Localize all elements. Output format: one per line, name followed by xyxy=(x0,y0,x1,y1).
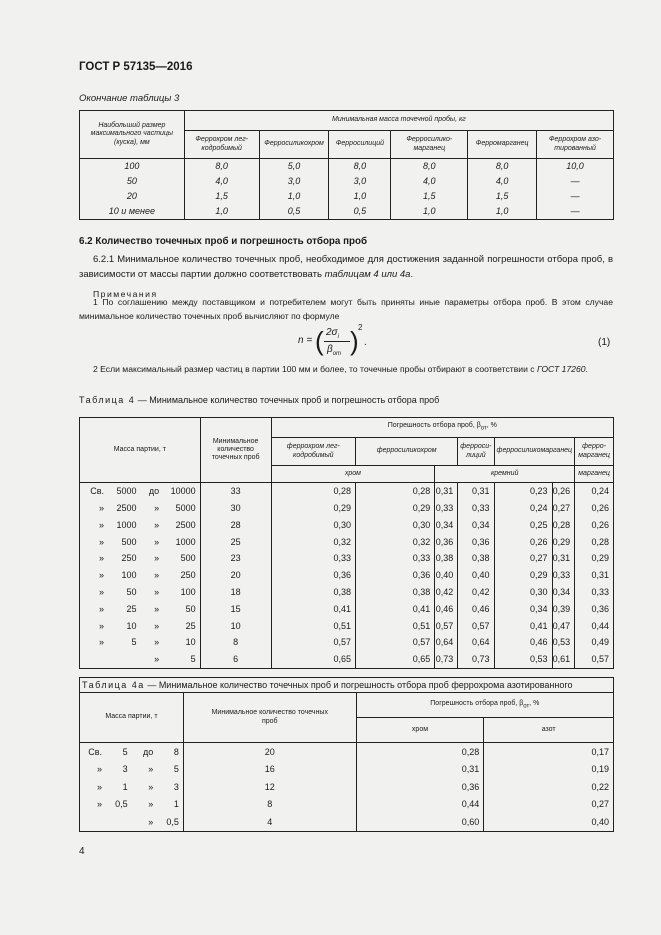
t4-alloy-header: ферросиликохром xyxy=(356,438,458,466)
table-row xyxy=(80,517,614,534)
t4-value-cell: 0,36 xyxy=(356,567,435,584)
t4-value-cell: 0,38 xyxy=(435,550,458,567)
formula-denominator xyxy=(327,344,341,357)
t4-mass-cell xyxy=(80,550,201,567)
t4-mass-part: » xyxy=(154,637,160,648)
table-row xyxy=(80,533,614,550)
t4-mass-part: 100 xyxy=(180,587,196,597)
t4-value-cell: 0,31 xyxy=(552,550,575,567)
t4-group-err xyxy=(271,418,613,438)
t4-value-cell: 0,28 xyxy=(356,483,435,500)
t3-value-cell: 1,5 xyxy=(391,189,468,204)
t4a-mass-part: » xyxy=(148,799,154,810)
t4-value-cell: 0,36 xyxy=(575,601,614,618)
t4a-mass-part: 3 xyxy=(122,764,128,775)
gost-reference: ГОСТ 17260 xyxy=(536,364,586,374)
t4-value-cell: 0,26 xyxy=(575,500,614,517)
t4a-chrome-cell: 0,31 xyxy=(356,761,484,779)
t4-mass-part: 5 xyxy=(190,654,196,665)
t3-value-cell: 3,0 xyxy=(259,174,329,189)
t3-col-header: Феррохром азотированный xyxy=(537,131,614,159)
t4a-mass-part: 3 xyxy=(173,781,179,792)
t4-value-cell: 0,57 xyxy=(271,634,355,651)
t4-value-cell: 0,57 xyxy=(458,617,494,634)
t4-mass-part: 10 xyxy=(185,637,196,648)
t4a-mass-part: 1 xyxy=(173,799,179,810)
formula-num: 2σ xyxy=(326,327,338,338)
t4a-mass-cell xyxy=(80,813,184,831)
t4-value-cell: 0,33 xyxy=(552,567,575,584)
t4-value-cell: 0,29 xyxy=(575,550,614,567)
table-row xyxy=(80,761,614,779)
t4-value-cell: 0,65 xyxy=(356,651,435,668)
t4-value-cell: 0,64 xyxy=(435,634,458,651)
t4-mass-part: 5000 xyxy=(116,486,137,497)
t4-col-mass: Масса партии, т xyxy=(80,418,201,483)
t3-group-header: Минимальная масса точечной пробы, кг xyxy=(184,111,613,131)
t4-mass-part: 10 xyxy=(126,620,137,631)
t4-mass-part: » xyxy=(98,620,104,631)
formula-tail: . xyxy=(364,337,367,348)
t3-value-cell: 1,0 xyxy=(391,204,468,220)
t4a-mass-part: » xyxy=(96,781,102,792)
t4a-mass-part xyxy=(88,817,102,827)
t4-min-count-cell: 33 xyxy=(200,483,271,500)
table-row xyxy=(80,174,614,189)
t4-mass-cell xyxy=(80,517,201,534)
table-row xyxy=(80,813,614,831)
table-3 xyxy=(79,110,614,220)
table-4a xyxy=(79,677,614,832)
t4-elem-silicon: кремний xyxy=(435,466,575,483)
t4-value-cell: 0,47 xyxy=(552,617,575,634)
t4-mass-part: 2500 xyxy=(116,503,137,514)
note2-text: 2 Если максимальный размер частиц в партии 100 мм и более, то точечные пробы отбирают в соответствии с xyxy=(93,364,537,374)
t4a-mass-part: » xyxy=(148,817,154,827)
section-title: 6.2 Количество точечных проб и погрешность отбора проб xyxy=(79,236,368,247)
t4-value-cell: 0,31 xyxy=(435,483,458,500)
t4-caption-text: — Минимальное количество точечных проб и погрешность отбора проб xyxy=(135,395,440,405)
formula-num-sub: i xyxy=(337,334,339,340)
t4a-mass-part: » xyxy=(96,799,102,810)
note-1: 1 По соглашению между поставщиком и потребителем могут быть приняты иные параметры отбора проб. В этом случае минимальное количество точечных проб вычисляют по формуле xyxy=(79,297,613,321)
t3-col-header: Ферромарганец xyxy=(468,131,537,159)
t4-value-cell: 0,36 xyxy=(271,567,355,584)
t4-value-cell: 0,33 xyxy=(356,550,435,567)
t4a-col-nitrogen: азот xyxy=(484,718,614,743)
document-header: ГОСТ Р 57135—2016 xyxy=(79,61,193,73)
formula-number: (1) xyxy=(598,337,611,348)
t4-col-min: Минимальное количество точечных проб xyxy=(200,418,271,483)
t4-value-cell: 0,49 xyxy=(575,634,614,651)
t4-value-cell: 0,34 xyxy=(458,517,494,534)
t4-value-cell: 0,41 xyxy=(494,617,552,634)
t4a-caption-text: — Минимальное количество точечных проб и погрешность отбора проб феррохрома азотированного xyxy=(144,679,573,690)
t4-mass-part: 5000 xyxy=(175,503,196,514)
t3-value-cell: 0,5 xyxy=(329,204,391,220)
t4-value-cell: 0,33 xyxy=(435,500,458,517)
t4-mass-part: Св. xyxy=(90,486,104,497)
t4-mass-part: 50 xyxy=(185,603,196,614)
t4a-mass-part: » xyxy=(96,764,102,775)
t4-min-count-cell: 8 xyxy=(200,634,271,651)
t4-mass-part: до xyxy=(148,486,160,497)
t4-value-cell: 0,24 xyxy=(494,500,552,517)
t4-mass-part: » xyxy=(154,603,160,614)
formula-den: β xyxy=(327,344,333,355)
t4a-mass-cell xyxy=(80,796,184,814)
t4-mass-part: » xyxy=(154,587,160,597)
t4-min-count-cell: 15 xyxy=(200,601,271,618)
t4-value-cell: 0,40 xyxy=(458,567,494,584)
t4-mass-cell xyxy=(80,651,201,668)
t4-alloy-header: феррохром легкодробимый xyxy=(271,438,355,466)
t4-value-cell: 0,33 xyxy=(458,500,494,517)
t3-value-cell: 4,0 xyxy=(391,174,468,189)
t4-mass-part: » xyxy=(98,587,104,597)
t4-mass-cell xyxy=(80,500,201,517)
t4-value-cell: 0,32 xyxy=(271,533,355,550)
note2-end: . xyxy=(585,364,588,374)
t4-mass-part: 2500 xyxy=(175,519,196,530)
t4-value-cell: 0,40 xyxy=(435,567,458,584)
t4-mass-part: » xyxy=(154,503,160,514)
t4-mass-part xyxy=(88,654,104,664)
t4-min-count-cell: 18 xyxy=(200,584,271,601)
t4-min-count-cell: 30 xyxy=(200,500,271,517)
t3-value-cell: 0,5 xyxy=(259,204,329,220)
t4-value-cell: 0,53 xyxy=(494,651,552,668)
t4-min-count-cell: 20 xyxy=(200,567,271,584)
t4-min-count-cell: 25 xyxy=(200,533,271,550)
t4-value-cell: 0,57 xyxy=(356,634,435,651)
t4-min-count-cell: 10 xyxy=(200,617,271,634)
t3-value-cell: 4,0 xyxy=(184,174,259,189)
t4-mass-cell xyxy=(80,634,201,651)
t3-value-cell: — xyxy=(537,174,614,189)
t4-mass-part: » xyxy=(154,553,160,564)
t4a-mass-part xyxy=(110,817,128,827)
t4-alloy-header: ферросиликомарганец xyxy=(494,438,575,466)
t4-mass-part: » xyxy=(98,553,104,564)
t4a-col-min: Минимальное количество точечных проб xyxy=(183,693,356,743)
t4-mass-part: » xyxy=(98,536,104,547)
t4a-mass-part: 0,5 xyxy=(166,817,179,827)
t4-value-cell: 0,26 xyxy=(575,517,614,534)
t4-min-count-cell: 28 xyxy=(200,517,271,534)
table-row xyxy=(80,651,614,668)
table-4 xyxy=(79,417,614,669)
t4-mass-part: 500 xyxy=(180,553,196,564)
note-2 xyxy=(79,362,613,376)
table-row xyxy=(80,778,614,796)
para-end: . xyxy=(410,269,414,280)
t4a-mass-cell xyxy=(80,778,184,796)
t4-value-cell: 0,53 xyxy=(552,634,575,651)
t4-mass-part: 500 xyxy=(121,536,137,547)
t4a-min-count-cell: 16 xyxy=(183,761,356,779)
t4a-mass-cell xyxy=(80,761,184,779)
t4a-nitrogen-cell: 0,19 xyxy=(484,761,614,779)
table-row xyxy=(80,159,614,175)
t4-mass-cell xyxy=(80,617,201,634)
t3-value-cell: — xyxy=(537,189,614,204)
t3-value-cell: 8,0 xyxy=(184,159,259,175)
t4-value-cell: 0,30 xyxy=(271,517,355,534)
t4-value-cell: 0,42 xyxy=(435,584,458,601)
t4a-min-count-cell: 4 xyxy=(183,813,356,831)
t4-value-cell: 0,28 xyxy=(575,533,614,550)
t4-mass-part: 250 xyxy=(180,570,196,581)
t4-mass-part: 100 xyxy=(121,570,137,581)
table-row xyxy=(80,550,614,567)
t4-value-cell: 0,31 xyxy=(458,483,494,500)
t4a-mass-part: 0,5 xyxy=(115,799,128,810)
t4-value-cell: 0,44 xyxy=(575,617,614,634)
t4-alloy-header: ферросилиций xyxy=(458,438,494,466)
t4-mass-part: » xyxy=(154,654,160,665)
t4-value-cell: 0,46 xyxy=(494,634,552,651)
t4-mass-part: » xyxy=(98,603,104,614)
t3-value-cell: 8,0 xyxy=(468,159,537,175)
t4-mass-cell xyxy=(80,567,201,584)
t4a-min-count-cell: 20 xyxy=(183,743,356,761)
t4-mass-part: » xyxy=(98,503,104,514)
t4-mass-cell xyxy=(80,601,201,618)
table4a-caption xyxy=(80,678,614,693)
t4a-col-mass: Масса партии, т xyxy=(80,693,184,743)
t4-mass-part: » xyxy=(98,570,104,581)
t4-value-cell: 0,41 xyxy=(271,601,355,618)
t3-value-cell: 5,0 xyxy=(259,159,329,175)
t4a-chrome-cell: 0,36 xyxy=(356,778,484,796)
t4-err-label: Погрешность отбора проб, β xyxy=(387,422,481,430)
table-row xyxy=(80,500,614,517)
t4-label: Таблица 4 xyxy=(79,395,136,405)
t4-value-cell: 0,36 xyxy=(458,533,494,550)
t4-value-cell: 0,33 xyxy=(271,550,355,567)
t3-value-cell: 1,0 xyxy=(259,189,329,204)
t4-mass-part: 50 xyxy=(126,587,137,597)
t3-size-cell: 20 xyxy=(80,189,185,204)
t3-col-size-header: Наибольший размер максимального частицы (куска), мм xyxy=(80,111,185,159)
t3-col-header: Ферросиликохром xyxy=(259,131,329,159)
t4-value-cell: 0,46 xyxy=(435,601,458,618)
table-row xyxy=(80,483,614,500)
t3-size-cell: 10 и менее xyxy=(80,204,185,220)
t4a-mass-cell xyxy=(80,743,184,761)
t4-value-cell: 0,34 xyxy=(494,601,552,618)
table4-caption xyxy=(79,395,439,405)
t4-value-cell: 0,38 xyxy=(356,584,435,601)
t4-value-cell: 0,73 xyxy=(458,651,494,668)
t4-value-cell: 0,29 xyxy=(552,533,575,550)
t3-value-cell: 10,0 xyxy=(537,159,614,175)
t3-value-cell: 4,0 xyxy=(468,174,537,189)
t4-mass-part: » xyxy=(154,536,160,547)
table-row xyxy=(80,584,614,601)
t3-value-cell: 1,5 xyxy=(468,189,537,204)
t4-alloy-header: ферромарганец xyxy=(575,438,614,466)
t4-elem-chrome: хром xyxy=(271,466,435,483)
t3-col-header: Ферросиликомарганец xyxy=(391,131,468,159)
table3-caption: Окончание таблицы 3 xyxy=(79,93,180,104)
t4a-group-err xyxy=(356,693,613,718)
t4-mass-part: 1000 xyxy=(175,536,196,547)
t4-value-cell: 0,29 xyxy=(356,500,435,517)
t4-value-cell: 0,73 xyxy=(435,651,458,668)
t3-value-cell: 1,0 xyxy=(468,204,537,220)
t4-mass-cell xyxy=(80,483,201,500)
table-row xyxy=(80,617,614,634)
t4a-chrome-cell: 0,28 xyxy=(356,743,484,761)
t4-value-cell: 0,32 xyxy=(356,533,435,550)
t4a-mass-part: до xyxy=(143,746,154,757)
t3-value-cell: 1,0 xyxy=(329,189,391,204)
formula: n = ( $2\sigma_i$ $\beta_{от}$ ) 2 . xyxy=(298,323,367,357)
t4a-mass-part: 5 xyxy=(173,764,179,775)
t4-mass-part: 5 xyxy=(131,637,137,648)
paragraph-6-2-1 xyxy=(79,252,613,282)
t4a-nitrogen-cell: 0,27 xyxy=(484,796,614,814)
table-row xyxy=(80,189,614,204)
t4-mass-part: 1000 xyxy=(116,519,137,530)
t4-value-cell: 0,25 xyxy=(494,517,552,534)
t4-value-cell: 0,57 xyxy=(435,617,458,634)
t4a-mass-part: 8 xyxy=(173,746,179,757)
t4-value-cell: 0,34 xyxy=(435,517,458,534)
t4-value-cell: 0,65 xyxy=(271,651,355,668)
t4-value-cell: 0,31 xyxy=(575,567,614,584)
t4-mass-part: » xyxy=(98,519,104,530)
t4-mass-part: 25 xyxy=(185,620,196,631)
formula-lhs: n = xyxy=(298,335,313,346)
t4-value-cell: 0,42 xyxy=(458,584,494,601)
t4-value-cell: 0,34 xyxy=(552,584,575,601)
t4a-min-count-cell: 12 xyxy=(183,778,356,796)
t4-mass-part: » xyxy=(154,570,160,581)
t4-value-cell: 0,57 xyxy=(575,651,614,668)
notes-heading: Примечания xyxy=(93,289,158,299)
t4-err-unit: , % xyxy=(486,422,497,430)
t4a-mass-part: Св. xyxy=(88,746,102,757)
t4-min-count-cell: 6 xyxy=(200,651,271,668)
t4-value-cell: 0,39 xyxy=(552,601,575,618)
t3-value-cell: 8,0 xyxy=(391,159,468,175)
table-reference: таблицам 4 или 4а xyxy=(324,269,411,280)
t4-value-cell: 0,29 xyxy=(271,500,355,517)
t4-value-cell: 0,38 xyxy=(458,550,494,567)
t4-value-cell: 0,61 xyxy=(552,651,575,668)
t4a-col-chrome: хром xyxy=(356,718,484,743)
t4-value-cell: 0,26 xyxy=(552,483,575,500)
table-row xyxy=(80,796,614,814)
t4-elem-mn: марганец xyxy=(575,466,614,483)
table-row xyxy=(80,634,614,651)
t4a-nitrogen-cell: 0,22 xyxy=(484,778,614,796)
t4a-mass-part: 1 xyxy=(122,781,128,792)
t4-mass-part: » xyxy=(154,519,160,530)
t4a-mass-part: 5 xyxy=(122,746,128,757)
para-text: 6.2.1 Минимальное количество точечных проб, необходимое для достижения заданной погрешности отбора проб, в зависимости от массы партии должно соответствовать xyxy=(79,254,613,280)
t4-value-cell: 0,30 xyxy=(356,517,435,534)
t4-mass-part: 10000 xyxy=(170,486,196,497)
table-row xyxy=(80,743,614,761)
t4a-mass-part: » xyxy=(148,764,154,775)
t4-value-cell: 0,38 xyxy=(271,584,355,601)
t4a-mass-part: » xyxy=(148,781,154,792)
t4-mass-part: » xyxy=(154,620,160,631)
t4-value-cell: 0,27 xyxy=(552,500,575,517)
table-row xyxy=(80,567,614,584)
t4-value-cell: 0,27 xyxy=(494,550,552,567)
t4-mass-part: 25 xyxy=(126,603,137,614)
t4a-min-count-cell: 8 xyxy=(183,796,356,814)
t4a-nitrogen-cell: 0,40 xyxy=(484,813,614,831)
t4-mass-cell xyxy=(80,533,201,550)
table-row xyxy=(80,204,614,220)
formula-exponent: 2 xyxy=(358,323,363,332)
t4-mass-part xyxy=(111,654,137,664)
t4-value-cell: 0,28 xyxy=(552,517,575,534)
t4-value-cell: 0,30 xyxy=(494,584,552,601)
t4-value-cell: 0,64 xyxy=(458,634,494,651)
t4-value-cell: 0,24 xyxy=(575,483,614,500)
t4a-nitrogen-cell: 0,17 xyxy=(484,743,614,761)
t4-value-cell: 0,33 xyxy=(575,584,614,601)
t4-value-cell: 0,51 xyxy=(271,617,355,634)
formula-numerator xyxy=(326,327,339,340)
t3-value-cell: 3,0 xyxy=(329,174,391,189)
formula-den-sub: от xyxy=(332,351,342,357)
t4a-chrome-cell: 0,60 xyxy=(356,813,484,831)
table-row xyxy=(80,601,614,618)
t4-value-cell: 0,41 xyxy=(356,601,435,618)
t4-value-cell: 0,46 xyxy=(458,601,494,618)
t3-col-header: Феррохром легкодробимый xyxy=(184,131,259,159)
t4-min-count-cell: 23 xyxy=(200,550,271,567)
t4a-err-unit: , % xyxy=(529,699,540,707)
t4-err-sub: от xyxy=(480,425,487,432)
t3-size-cell: 50 xyxy=(80,174,185,189)
t4-mass-cell xyxy=(80,584,201,601)
t3-col-header: Ферросилиций xyxy=(329,131,391,159)
t4-mass-part: » xyxy=(98,637,104,648)
t3-value-cell: — xyxy=(537,204,614,220)
t3-value-cell: 1,5 xyxy=(184,189,259,204)
t3-value-cell: 1,0 xyxy=(184,204,259,220)
t4-value-cell: 0,28 xyxy=(271,483,355,500)
page-number: 4 xyxy=(79,846,85,857)
t3-size-cell: 100 xyxy=(80,159,185,175)
t3-value-cell: 8,0 xyxy=(329,159,391,175)
t4a-label: Таблица 4а xyxy=(82,679,145,690)
t4a-err-label: Погрешность отбора проб, β xyxy=(430,699,524,707)
t4-value-cell: 0,26 xyxy=(494,533,552,550)
t4-value-cell: 0,51 xyxy=(356,617,435,634)
t4-mass-part: 250 xyxy=(121,553,137,564)
t4-value-cell: 0,23 xyxy=(494,483,552,500)
t4a-chrome-cell: 0,44 xyxy=(356,796,484,814)
t4a-err-sub: от xyxy=(523,703,530,710)
t4-value-cell: 0,36 xyxy=(435,533,458,550)
t4-value-cell: 0,29 xyxy=(494,567,552,584)
